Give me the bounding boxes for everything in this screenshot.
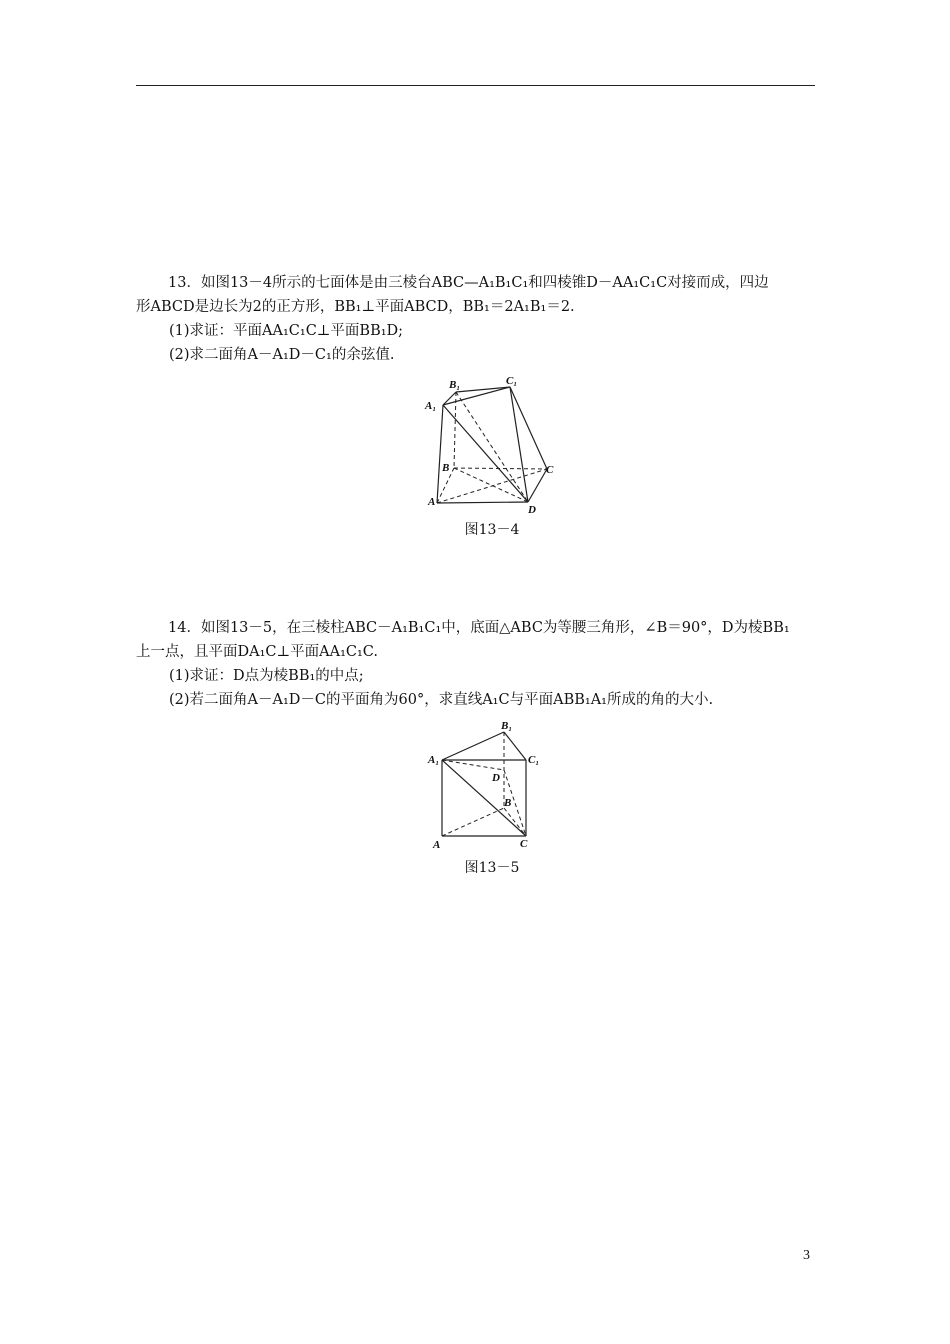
label-C: C [520,838,528,850]
problem-13-part-2: (2)求二面角A－A₁D－C₁的余弦值. [169,347,395,363]
problem-14-part-2: (2)若二面角A－A₁D－C的平面角为60°，求直线A₁C与平面ABB₁A₁所成的角的大小. [169,692,714,708]
figure-13-5-caption: 图13－5 [464,860,520,876]
header-rule [136,85,815,86]
problem-14-part-1: (1)求证：D点为棱BB₁的中点; [169,668,364,684]
label-D: D [492,772,500,784]
label-A1: A₁ [428,754,440,766]
problem-13-line-1: 13．如图13－4所示的七面体是由三棱台ABC—A₁B₁C₁和四棱锥D－AA₁C₁C对接而成，四边 [168,275,769,291]
problem-14 [136,616,816,712]
figure-13-4 [420,370,570,520]
label-C: C [546,464,554,476]
problem-14-line-1: 14．如图13－5，在三棱柱ABC－A₁B₁C₁中，底面△ABC为等腰三角形，∠B＝90°，D为棱BB₁ [168,620,790,636]
page-number: 3 [803,1248,810,1263]
figure-13-5 [420,715,570,855]
label-C1: C₁ [506,375,518,387]
label-B1: B₁ [449,379,461,391]
label-B1: B₁ [501,720,513,732]
label-D: D [528,504,536,516]
label-B: B [504,797,512,809]
label-C1: C₁ [528,754,540,766]
label-A: A [428,496,436,508]
label-A: A [433,839,441,851]
figure-13-4-caption: 图13－4 [464,522,520,538]
problem-13-part-1: (1)求证：平面AA₁C₁C⊥平面BB₁D; [169,323,404,339]
label-B: B [442,462,450,474]
problem-13-line-2: 形ABCD是边长为2的正方形，BB₁⊥平面ABCD，BB₁＝2A₁B₁＝2. [136,299,575,315]
problem-13 [136,271,816,367]
label-A1: A₁ [425,400,437,412]
problem-14-line-2: 上一点，且平面DA₁C⊥平面AA₁C₁C. [136,644,378,660]
